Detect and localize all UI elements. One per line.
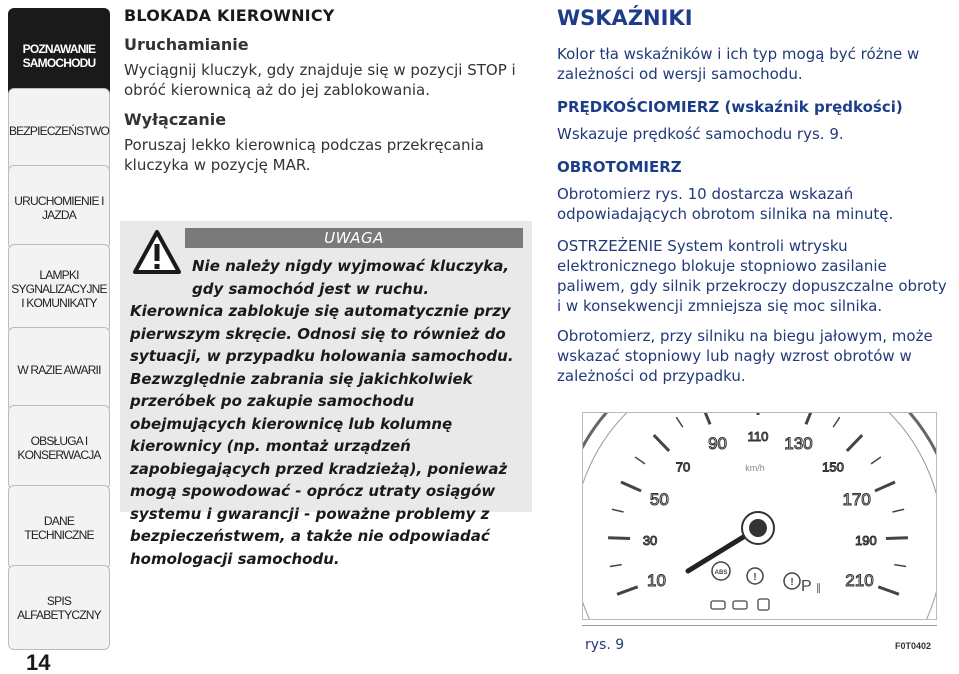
warning-body: Kierownica zablokuje się automatycznie przy pierwszym skręcie. Odnosi się to również do sytuacji, w przypadku holowania samochodu. Bezwzględnie zabrania się jakichkolwiek przeróbek po zakupie samochodu obejmujących kierownicę lub kolumnę kierownicy (np. montaż urządzeń zapobiegających przed kradzieżą), ponieważ mogą spowodować - oprócz utraty osiągów systemu i gwarancji - poważne problemy z bezpieczeństwem, a także nie odpowiadać homologacji samochodu. xyxy=(130,302,514,568)
speedometer-text: Wskazuje prędkość samochodu rys. 9. xyxy=(557,125,844,143)
gauge-scale-label: 50 xyxy=(649,490,669,510)
gauge-scale-label: 150 xyxy=(822,459,844,475)
tab-uruchomienie-jazda[interactable]: URUCHOMIENIE I JAZDA xyxy=(8,165,110,250)
section-title: BLOKADA KIEROWNICY xyxy=(124,6,335,25)
warning-box xyxy=(120,221,532,568)
gauge-tick xyxy=(608,538,630,539)
speedometer-heading: PRĘDKOŚCIOMIERZ (wskaźnik prędkości) xyxy=(557,98,903,116)
page-number: 14 xyxy=(26,650,51,674)
left-column xyxy=(124,6,534,175)
gauge-tick xyxy=(886,538,908,539)
parking-lamp-icon: P xyxy=(801,578,812,595)
figure-caption: rys. 9 xyxy=(585,637,625,653)
tab-dane-techniczne[interactable]: DANE TECHNICZNE xyxy=(8,485,110,570)
stop-heading: Wyłączanie xyxy=(124,110,227,129)
warning-heading: UWAGA xyxy=(185,228,523,248)
gauge-scale-label: 170 xyxy=(842,490,871,510)
gauge-scale-label: 110 xyxy=(747,429,769,444)
gauge-scale-label: 190 xyxy=(855,533,877,549)
warning-line-1: Nie należy nigdy wyjmować kluczyka, gdy samochód jest w ruchu. xyxy=(192,257,510,298)
tab-poznawanie-samochodu[interactable]: POZNAWANIE SAMOCHODU xyxy=(8,8,110,103)
figure-rule xyxy=(582,625,937,626)
tab-lampki-sygnalizacyjne[interactable]: LAMPKI SYGNALIZACYJNE I KOMUNIKATY xyxy=(8,244,110,334)
indicators-title: WSKAŹNIKI xyxy=(557,6,693,30)
start-heading: Uruchamianie xyxy=(124,35,249,54)
tachometer-heading: OBROTOMIERZ xyxy=(557,158,682,176)
idle-text: Obrotomierz, przy silniku na biegu jałowym, może wskazać stopniowy lub nagły wzrost obrotów w zależności od przypadku. xyxy=(557,327,933,385)
gauge-scale-label: 210 xyxy=(845,570,874,590)
tab-obsluga-konserwacja[interactable]: OBSŁUGA I KONSERWACJA xyxy=(8,405,110,490)
tab-w-razie-awarii[interactable]: W RAZIE AWARII xyxy=(8,327,110,412)
chapter-sidebar xyxy=(0,0,113,674)
stop-text: Poruszaj lekko kierownicą podczas przekręcania kluczyka w pozycję MAR. xyxy=(124,136,484,174)
tab-spis-alfabetyczny[interactable]: SPIS ALFABETYCZNY xyxy=(8,565,110,650)
tab-bezpieczenstwo[interactable]: BEZPIECZEŃSTWO xyxy=(8,88,110,173)
overrev-warning-text: OSTRZEŻENIE System kontroli wtrysku elektronicznego blokuje stopniowo zasilanie paliwem, gdy silnik przekroczy dopuszczalne obroty i w konsekwencji zmniejsza się moc silnika. xyxy=(557,237,947,315)
svg-text:!: ! xyxy=(790,577,794,588)
speedometer-gauge xyxy=(583,413,937,620)
right-column xyxy=(557,6,947,386)
gauge-scale-label: 70 xyxy=(675,459,691,475)
start-text: Wyciągnij kluczyk, gdy znajduje się w pozycji STOP i obróć kierownicą aż do jej zablokowania. xyxy=(124,61,516,99)
gauge-scale-label: 10 xyxy=(647,570,666,590)
fog-lamp-icon: ∥ xyxy=(816,583,821,594)
svg-text:ABS: ABS xyxy=(714,570,728,576)
indicators-intro: Kolor tła wskaźników i ich typ mogą być różne w zależności od wersji samochodu. xyxy=(557,45,920,83)
gauge-scale-label: 130 xyxy=(784,433,813,453)
tachometer-text: Obrotomierz rys. 10 dostarcza wskazań odpowiadających obrotom silnika na minutę. xyxy=(557,185,894,223)
gauge-scale-label: 30 xyxy=(642,533,658,549)
svg-text:!: ! xyxy=(753,572,757,583)
gauge-unit-label: km/h xyxy=(745,463,765,473)
speedometer-figure xyxy=(582,412,937,620)
warning-text xyxy=(130,255,524,570)
figure-code: F0T0402 xyxy=(895,641,932,651)
gauge-scale-label: 90 xyxy=(708,433,728,453)
